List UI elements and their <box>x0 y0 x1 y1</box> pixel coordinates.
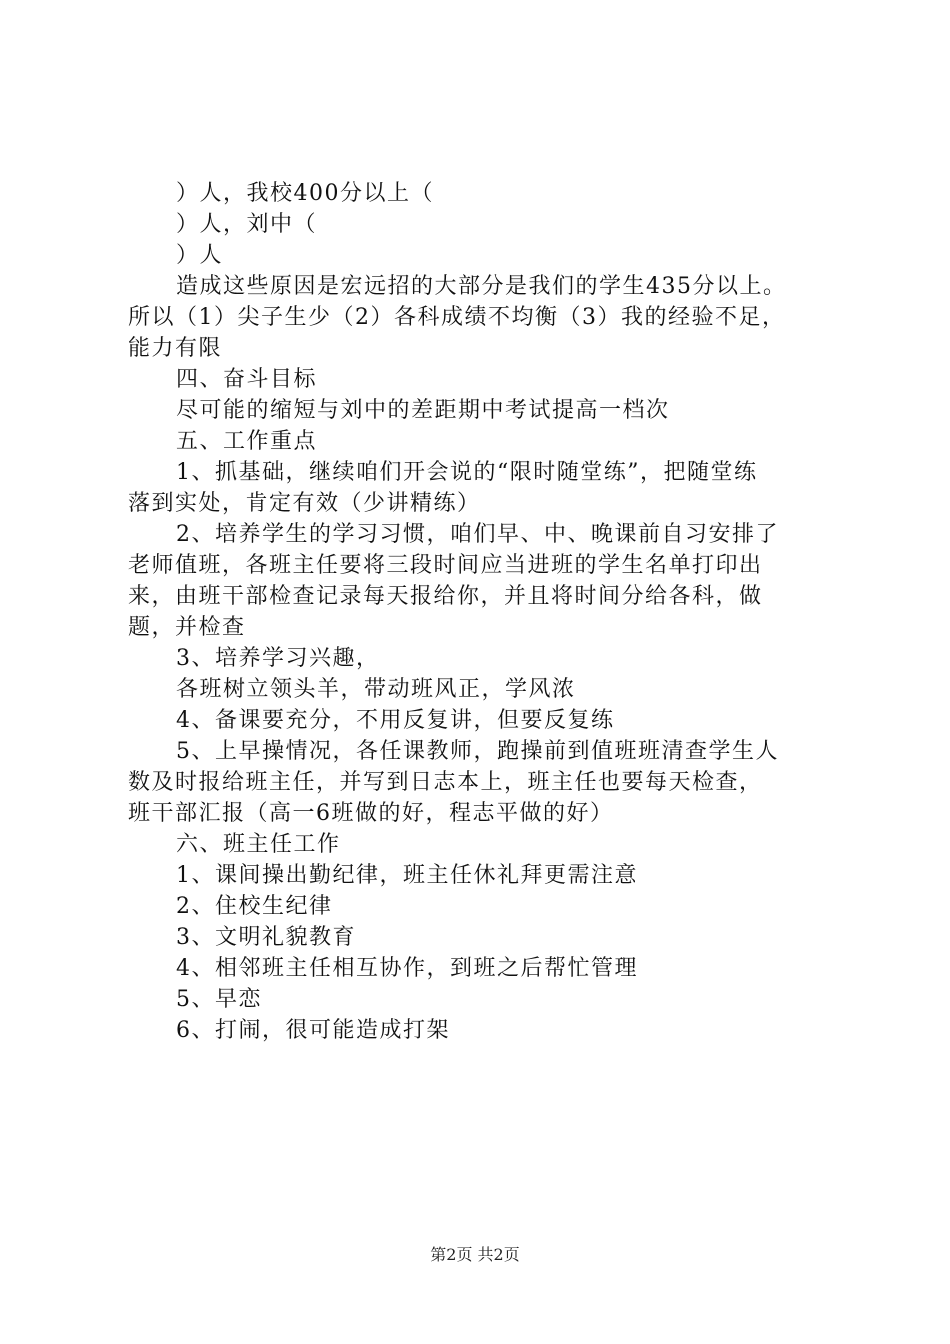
body-line: 能力有限 <box>128 336 223 361</box>
body-line: 老师值班，各班主任要将三段时间应当进班的学生名单打印出 <box>128 553 763 578</box>
body-line: ）人，刘中（ <box>176 212 318 237</box>
body-line: 来，由班干部检查记录每天报给你，并且将时间分给各科，做 <box>128 584 763 609</box>
list-item: 3、文明礼貌教育 <box>176 925 356 950</box>
body-line: ）人 <box>176 243 224 268</box>
body-line: 题，并检查 <box>128 615 246 640</box>
section-heading: 四、奋斗目标 <box>176 367 318 392</box>
body-line: 所以（1）尖子生少（2）各科成绩不均衡（3）我的经验不足， <box>128 305 786 330</box>
section-heading: 六、班主任工作 <box>176 832 341 857</box>
list-item: 6、打闹，很可能造成打架 <box>176 1018 450 1043</box>
list-item: 2、住校生纪律 <box>176 894 333 919</box>
body-line: 造成这些原因是宏远招的大部分是我们的学生435分以上。 <box>176 274 787 299</box>
body-line: 落到实处，肯定有效（少讲精练） <box>128 491 481 516</box>
page-footer: 第2页 共2页 <box>430 1245 520 1264</box>
body-line: 各班树立领头羊，带动班风正，学风浓 <box>176 677 576 702</box>
body-line: 数及时报给班主任，并写到日志本上，班主任也要每天检查， <box>128 770 763 795</box>
list-item: 4、相邻班主任相互协作，到班之后帮忙管理 <box>176 956 638 981</box>
list-item: 2、培养学生的学习习惯，咱们早、中、晚课前自习安排了 <box>176 522 779 547</box>
list-item: 1、抓基础，继续咱们开会说的“限时随堂练”，把随堂练 <box>176 460 758 485</box>
list-item: 5、上早操情况，各任课教师，跑操前到值班班清查学生人 <box>176 739 779 764</box>
list-item: 3、培养学习兴趣， <box>176 646 380 671</box>
section-heading: 五、工作重点 <box>176 429 318 454</box>
body-line: 班干部汇报（高一6班做的好，程志平做的好） <box>128 801 614 826</box>
list-item: 1、课间操出勤纪律，班主任休礼拜更需注意 <box>176 863 638 888</box>
body-line: 尽可能的缩短与刘中的差距期中考试提高一档次 <box>176 398 670 423</box>
document-body <box>128 178 858 1046</box>
list-item: 5、早恋 <box>176 987 262 1012</box>
list-item: 4、备课要充分，不用反复讲，但要反复练 <box>176 708 615 733</box>
body-line: ）人，我校400分以上（ <box>176 181 434 206</box>
